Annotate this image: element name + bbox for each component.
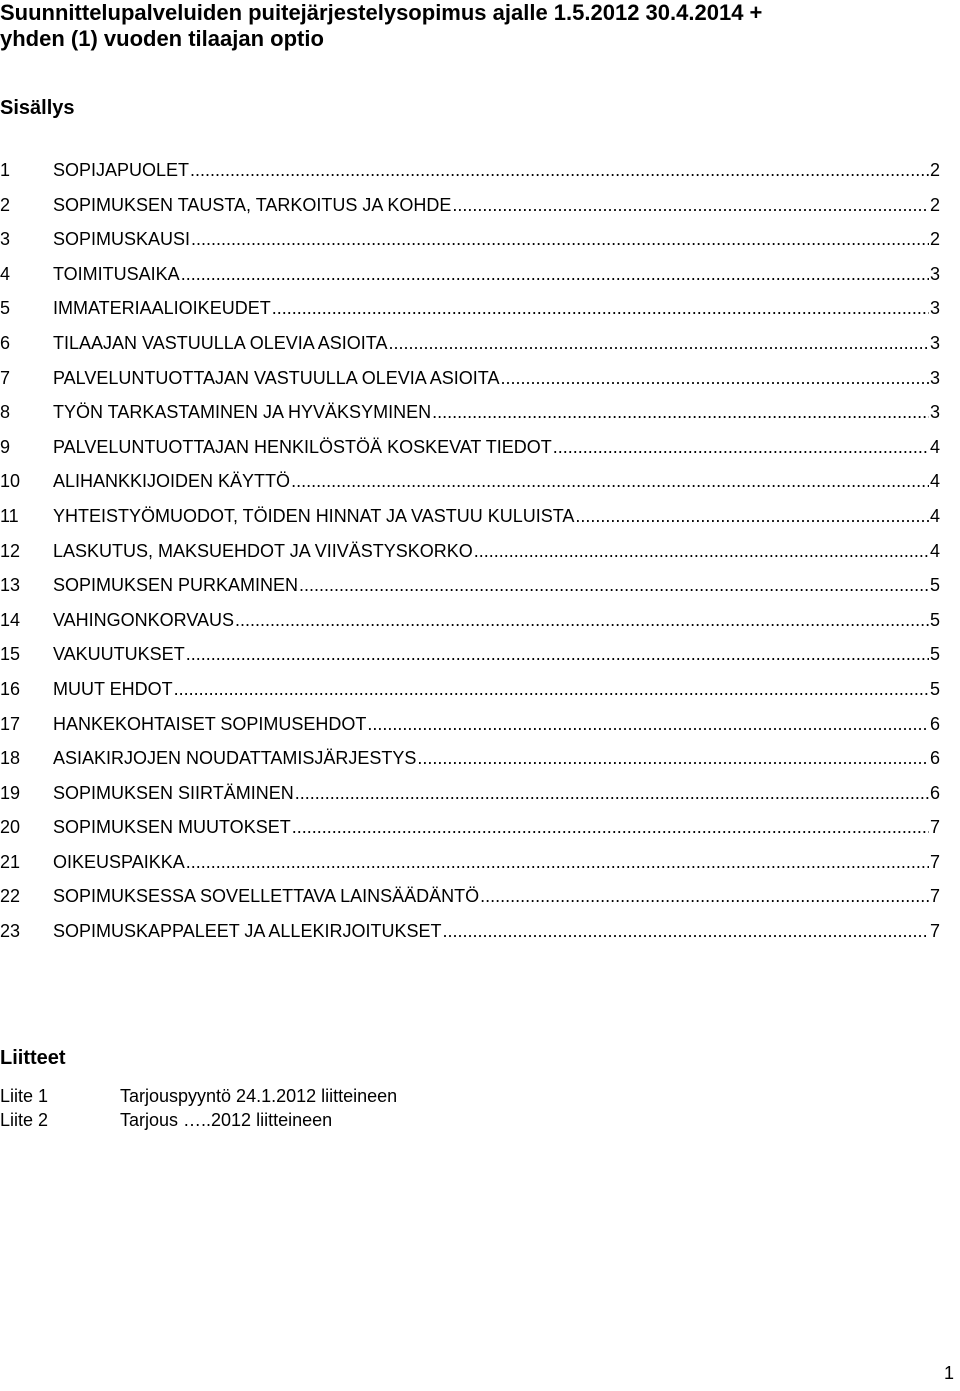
toc-entry-page: 2 — [929, 229, 940, 250]
toc-entry-title: SOPIMUKSEN SIIRTÄMINEN — [53, 782, 294, 803]
toc-entry[interactable] — [0, 776, 940, 811]
toc-entry-number: 16 — [0, 678, 21, 699]
toc-dot-leader — [432, 395, 929, 430]
toc-entry-number: 5 — [0, 298, 11, 319]
attachments-list — [0, 1084, 397, 1132]
toc-heading: Sisällys — [0, 97, 75, 119]
toc-entry[interactable] — [0, 879, 940, 914]
toc-dot-leader — [500, 361, 929, 396]
toc-entry-number: 11 — [0, 505, 19, 526]
toc-dot-leader — [190, 153, 929, 188]
toc-entry-page: 5 — [929, 678, 940, 699]
toc-entry-number: 21 — [0, 851, 21, 872]
toc-entry-number: 18 — [0, 748, 21, 769]
toc-entry[interactable] — [0, 361, 940, 396]
toc-entry-page: 4 — [929, 505, 940, 526]
toc-dot-leader — [442, 914, 929, 949]
toc-entry-title: HANKEKOHTAISET SOPIMUSEHDOT — [53, 713, 367, 734]
toc-entry[interactable] — [0, 534, 940, 569]
toc-entry-title: ALIHANKKIJOIDEN KÄYTTÖ — [53, 471, 291, 492]
toc-entry[interactable] — [0, 257, 940, 292]
toc-entry-number: 19 — [0, 782, 21, 803]
toc-dot-leader — [553, 430, 929, 465]
attachment-item — [0, 1108, 397, 1132]
toc-entry-page: 6 — [929, 713, 940, 734]
toc-entry-title: VAKUUTUKSET — [53, 644, 185, 665]
toc-entry-title: IMMATERIAALIOIKEUDET — [53, 298, 271, 319]
toc-entry-title: PALVELUNTUOTTAJAN HENKILÖSTÖÄ KOSKEVAT TIEDOT — [53, 436, 552, 457]
toc-entry-title: TILAAJAN VASTUULLA OLEVIA ASIOITA — [53, 332, 388, 353]
toc-dot-leader — [452, 188, 929, 223]
toc-entry-number: 17 — [0, 713, 21, 734]
toc-entry-page: 7 — [929, 921, 940, 942]
toc-entry-page: 7 — [929, 817, 940, 838]
toc-entry[interactable] — [0, 707, 940, 742]
toc-entry-number: 8 — [0, 402, 11, 423]
toc-dot-leader — [295, 776, 929, 811]
toc-dot-leader — [474, 534, 929, 569]
toc-entry-title: YHTEISTYÖMUODOT, TÖIDEN HINNAT JA VASTUU KULUISTA — [53, 505, 575, 526]
toc-entry-title: SOPIMUSKAUSI — [53, 229, 191, 250]
attachment-label: Liite 1 — [0, 1086, 49, 1106]
toc-entry-number: 7 — [0, 367, 11, 388]
document-title-line-2: yhden (1) vuoden tilaajan optio — [0, 26, 324, 51]
toc-entry-title: ASIAKIRJOJEN NOUDATTAMISJÄRJESTYS — [53, 748, 417, 769]
toc-dot-leader — [191, 222, 929, 257]
attachment-label: Liite 2 — [0, 1110, 49, 1130]
toc-dot-leader — [181, 257, 929, 292]
toc-entry[interactable] — [0, 672, 940, 707]
toc-entry-page: 2 — [929, 160, 940, 180]
toc-entry-page: 4 — [929, 471, 940, 492]
toc-entry-number: 9 — [0, 436, 11, 457]
toc-dot-leader — [388, 326, 929, 361]
toc-dot-leader — [291, 464, 929, 499]
toc-entry-title: SOPIMUKSEN MUUTOKSET — [53, 817, 291, 838]
toc-entry-title: SOPIMUKSEN PURKAMINEN — [53, 575, 299, 596]
toc-entry[interactable] — [0, 395, 940, 430]
toc-entry[interactable] — [0, 153, 940, 188]
toc-entry-number: 6 — [0, 332, 11, 353]
toc-dot-leader — [292, 810, 929, 845]
toc-entry[interactable] — [0, 637, 940, 672]
toc-entry-number: 23 — [0, 921, 21, 942]
toc-entry-page: 3 — [929, 263, 940, 284]
toc-entry-title: OIKEUSPAIKKA — [53, 851, 185, 872]
document-title-line-1: Suunnittelupalveluiden puitejärjestelysopimus ajalle 1.5.2012 30.4.2014 + — [0, 0, 763, 25]
toc-dot-leader — [417, 741, 929, 776]
toc-dot-leader — [174, 672, 929, 707]
toc-entry-number: 1 — [0, 160, 11, 180]
attachments-heading: Liitteet — [0, 1047, 66, 1069]
toc-entry-page: 2 — [929, 194, 940, 215]
toc-entry-page: 4 — [929, 436, 940, 457]
toc-dot-leader — [186, 637, 929, 672]
toc-entry[interactable] — [0, 291, 940, 326]
toc-entry-page: 3 — [929, 367, 940, 388]
toc-entry[interactable] — [0, 499, 940, 534]
toc-entry-page: 5 — [929, 644, 940, 665]
toc-entry-page: 6 — [929, 748, 940, 769]
toc-entry-page: 5 — [929, 575, 940, 596]
toc-entry-number: 10 — [0, 471, 21, 492]
toc-entry[interactable] — [0, 568, 940, 603]
attachment-description: Tarjouspyyntö 24.1.2012 liitteineen — [120, 1086, 398, 1106]
toc-entry-title: SOPIMUKSEN TAUSTA, TARKOITUS JA KOHDE — [53, 194, 452, 215]
toc-entry-title: SOPIJAPUOLET — [53, 160, 190, 180]
toc-dot-leader — [272, 291, 929, 326]
attachment-item — [0, 1084, 397, 1108]
toc-entry-title: VAHINGONKORVAUS — [53, 609, 235, 630]
toc-dot-leader — [299, 568, 929, 603]
toc-entry-number: 2 — [0, 194, 11, 215]
toc-entry[interactable] — [0, 603, 940, 638]
toc-entry-number: 13 — [0, 575, 21, 596]
toc-entry[interactable] — [0, 430, 940, 465]
toc-entry[interactable] — [0, 914, 940, 949]
toc-entry[interactable] — [0, 741, 940, 776]
toc-entry-page: 6 — [929, 782, 940, 803]
toc-entry-number: 14 — [0, 609, 21, 630]
toc-entry[interactable] — [0, 326, 940, 361]
page-number: 1 — [943, 1363, 954, 1383]
toc-entry[interactable] — [0, 222, 940, 257]
toc-entry-page: 5 — [929, 609, 940, 630]
toc-entry-page: 4 — [929, 540, 940, 561]
toc-entry-page: 7 — [929, 886, 940, 907]
toc-entry-title: PALVELUNTUOTTAJAN VASTUULLA OLEVIA ASIOITA — [53, 367, 500, 388]
toc-entry-title: SOPIMUKSESSA SOVELLETTAVA LAINSÄÄDÄNTÖ — [53, 886, 480, 907]
toc-entry-title: LASKUTUS, MAKSUEHDOT JA VIIVÄSTYSKORKO — [53, 540, 473, 561]
toc-dot-leader — [480, 879, 929, 914]
toc-entry[interactable] — [0, 845, 940, 880]
toc-entry[interactable] — [0, 464, 940, 499]
toc-entry-number: 3 — [0, 229, 11, 250]
toc-dot-leader — [575, 499, 929, 534]
toc-entry-page: 3 — [929, 332, 940, 353]
toc-dot-leader — [235, 603, 929, 638]
toc-entry-title: SOPIMUSKAPPALEET JA ALLEKIRJOITUKSET — [53, 921, 442, 942]
table-of-contents — [0, 153, 940, 949]
toc-entry-title: TYÖN TARKASTAMINEN JA HYVÄKSYMINEN — [53, 402, 432, 423]
attachment-description: Tarjous …..2012 liitteineen — [120, 1110, 333, 1130]
toc-dot-leader — [367, 707, 929, 742]
toc-entry-page: 3 — [929, 298, 940, 319]
toc-entry-number: 12 — [0, 540, 21, 561]
toc-entry-number: 22 — [0, 886, 21, 907]
toc-dot-leader — [186, 845, 929, 880]
toc-entry-title: TOIMITUSAIKA — [53, 263, 180, 284]
toc-entry[interactable] — [0, 188, 940, 223]
toc-entry-page: 3 — [929, 402, 940, 423]
document-title — [0, 0, 960, 52]
toc-entry-number: 4 — [0, 263, 11, 284]
toc-entry-number: 15 — [0, 644, 21, 665]
toc-entry-page: 7 — [929, 851, 940, 872]
toc-entry-number: 20 — [0, 817, 21, 838]
toc-entry[interactable] — [0, 810, 940, 845]
toc-entry-title: MUUT EHDOT — [53, 678, 173, 699]
